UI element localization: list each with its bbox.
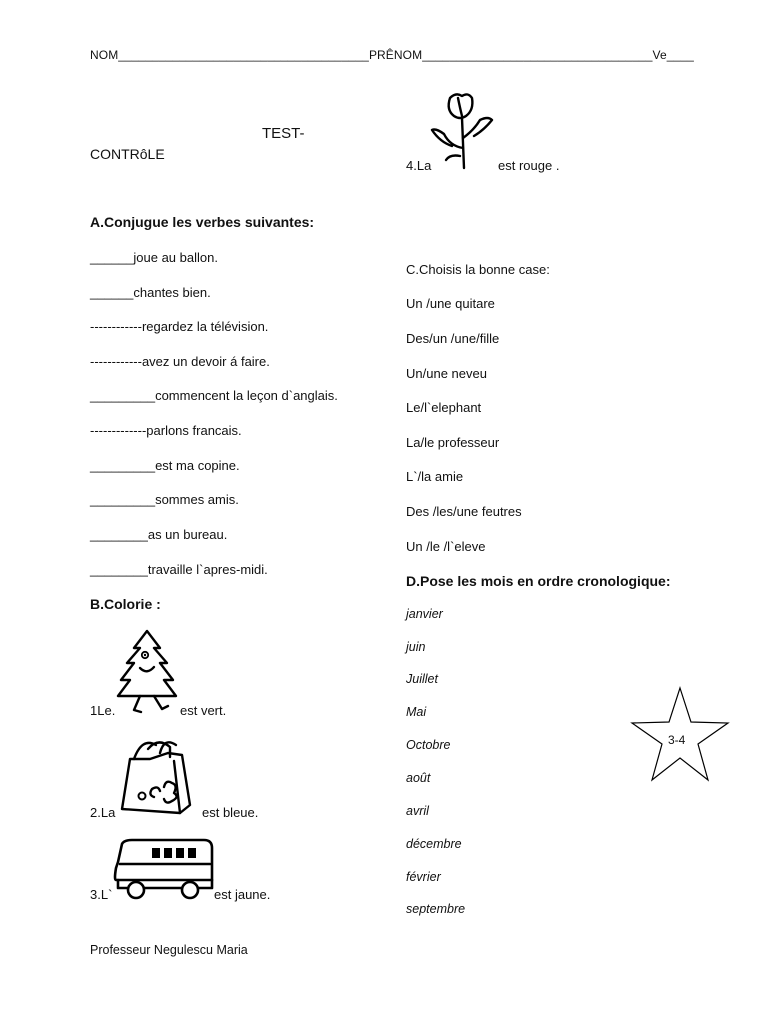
score-label: 3-4 xyxy=(668,733,686,747)
choice-item-1[interactable]: Un /une quitare xyxy=(406,296,495,311)
section-c-heading: C.Choisis la bonne case: xyxy=(406,262,550,277)
tree-icon xyxy=(114,628,180,716)
choice-item-8[interactable]: Un /le /l`eleve xyxy=(406,539,486,554)
conjugate-item-7[interactable]: _________est ma copine. xyxy=(90,458,240,473)
month-item-10[interactable]: septembre xyxy=(406,902,466,916)
section-a-heading: A.Conjugue les verbes suivantes: xyxy=(90,214,315,230)
nom-label: NOM xyxy=(90,48,119,62)
prenom-label: PRÊNOM xyxy=(368,48,423,62)
choice-item-4[interactable]: Le/l`elephant xyxy=(406,400,482,415)
bag-icon xyxy=(114,735,204,817)
colorie-item-3-suffix: est jaune. xyxy=(214,887,271,902)
conjugate-item-8[interactable]: _________sommes amis. xyxy=(90,492,239,507)
flower-icon xyxy=(430,90,496,172)
month-item-1[interactable]: janvier xyxy=(406,607,443,621)
choice-item-7[interactable]: Des /les/une feutres xyxy=(406,504,522,519)
month-item-3[interactable]: Juillet xyxy=(406,672,438,686)
choice-item-2[interactable]: Des/un /une/fille xyxy=(406,331,500,346)
month-item-6[interactable]: août xyxy=(406,771,431,785)
colorie-item-4-suffix: est rouge . xyxy=(498,158,560,173)
month-item-5[interactable]: Octobre xyxy=(406,738,451,752)
conjugate-item-6[interactable]: -------------parlons francais. xyxy=(90,423,242,438)
colorie-item-4-prefix: 4.La xyxy=(406,158,432,173)
colorie-item-1-suffix: est vert. xyxy=(180,703,227,718)
colorie-item-2-suffix: est bleue. xyxy=(202,805,259,820)
month-item-9[interactable]: février xyxy=(406,870,441,884)
footer-teacher: Professeur Negulescu Maria xyxy=(90,943,248,957)
conjugate-item-1[interactable]: ______joue au ballon. xyxy=(90,250,218,265)
prenom-field[interactable]: __________________________________ xyxy=(422,48,653,62)
colorie-item-2-prefix: 2.La xyxy=(90,805,116,820)
colorie-item-1-prefix: 1Le. xyxy=(90,703,116,718)
month-item-8[interactable]: décembre xyxy=(406,837,462,851)
conjugate-item-4[interactable]: ------------avez un devoir á faire. xyxy=(90,354,270,369)
choice-item-6[interactable]: L`/la amie xyxy=(406,469,464,484)
month-item-7[interactable]: avril xyxy=(406,804,429,818)
section-b-heading: B.Colorie : xyxy=(90,596,161,612)
conjugate-item-2[interactable]: ______chantes bien. xyxy=(90,285,211,300)
month-item-2[interactable]: juin xyxy=(406,640,426,654)
conjugate-item-5[interactable]: _________commencent la leçon d`anglais. xyxy=(90,388,338,403)
colorie-item-3-prefix: 3.L` xyxy=(90,887,113,902)
title-line-1: TEST- xyxy=(262,125,305,142)
title-line-2: CONTRôLE xyxy=(90,146,165,162)
conjugate-item-3[interactable]: ------------regardez la télévision. xyxy=(90,319,269,334)
ve-field[interactable]: ____ xyxy=(666,48,694,62)
ve-label: Ve xyxy=(652,48,667,62)
conjugate-item-10[interactable]: ________travaille l`apres-midi. xyxy=(90,562,268,577)
student-header xyxy=(90,48,694,62)
nom-field[interactable]: _____________________________________ xyxy=(118,48,369,62)
section-d-heading: D.Pose les mois en ordre cronologique: xyxy=(406,573,671,589)
bus-icon xyxy=(112,838,216,902)
choice-item-5[interactable]: La/le professeur xyxy=(406,435,500,450)
conjugate-item-9[interactable]: ________as un bureau. xyxy=(90,527,228,542)
choice-item-3[interactable]: Un/une neveu xyxy=(406,366,487,381)
month-item-4[interactable]: Mai xyxy=(406,705,427,719)
